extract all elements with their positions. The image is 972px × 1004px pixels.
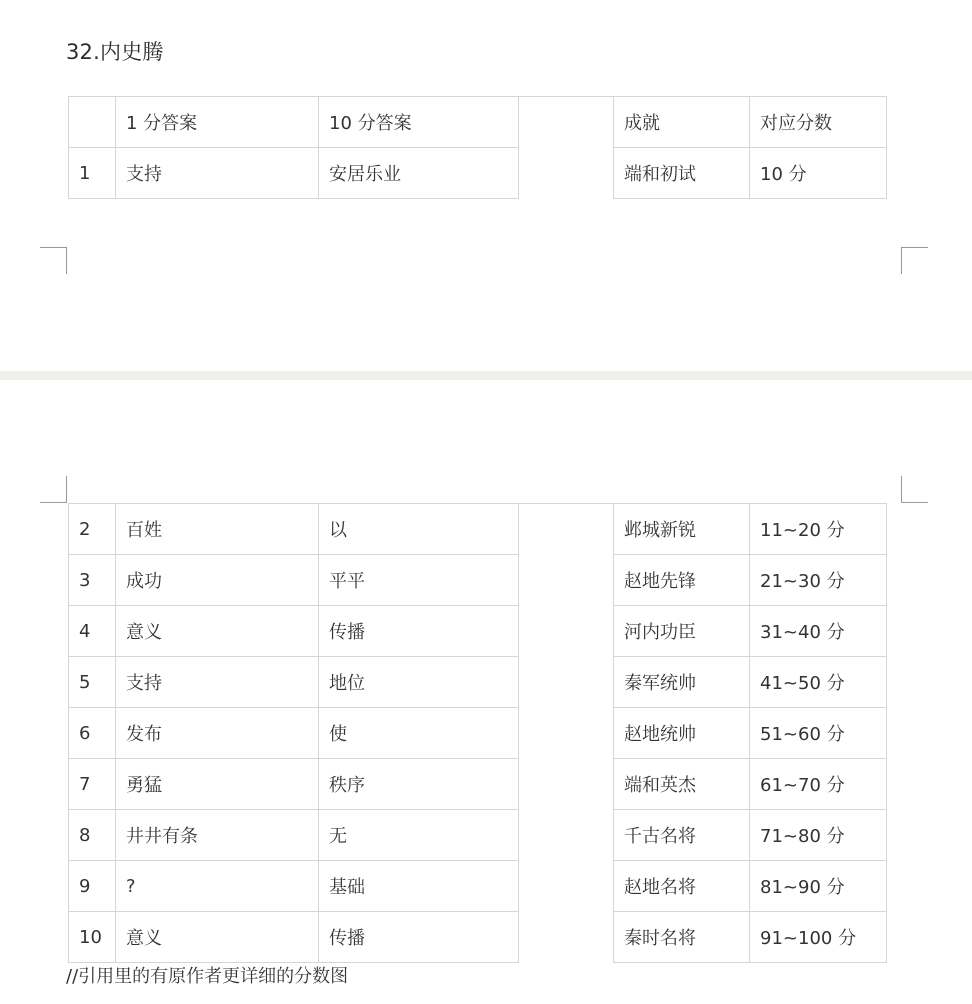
row-answer-10: 以 [319, 504, 519, 555]
row-answer-1: 意义 [116, 912, 319, 963]
row-score: 31~40 分 [750, 606, 887, 657]
header-answer-1: 1 分答案 [116, 97, 319, 148]
table-row [69, 504, 887, 555]
row-score: 11~20 分 [750, 504, 887, 555]
table-row [69, 912, 887, 963]
row-achievement: 千古名将 [614, 810, 750, 861]
table-row [69, 555, 887, 606]
row-achievement: 秦时名将 [614, 912, 750, 963]
row-score: 41~50 分 [750, 657, 887, 708]
row-index: 8 [69, 810, 116, 861]
table-row [69, 759, 887, 810]
row-answer-10: 传播 [319, 912, 519, 963]
row-index: 5 [69, 657, 116, 708]
row-achievement: 端和英杰 [614, 759, 750, 810]
row-score: 91~100 分 [750, 912, 887, 963]
row-answer-10: 地位 [319, 657, 519, 708]
row-index: 3 [69, 555, 116, 606]
table-row [69, 148, 887, 199]
row-answer-10: 无 [319, 810, 519, 861]
table-row [69, 657, 887, 708]
row-index: 6 [69, 708, 116, 759]
row-answer-10: 使 [319, 708, 519, 759]
row-answer-1: 成功 [116, 555, 319, 606]
row-answer-1: 意义 [116, 606, 319, 657]
row-score: 51~60 分 [750, 708, 887, 759]
row-answer-1: 井井有条 [116, 810, 319, 861]
row-answer-1: 勇猛 [116, 759, 319, 810]
row-answer-10: 基础 [319, 861, 519, 912]
row-answer-1: ? [116, 861, 319, 912]
row-answer-10: 安居乐业 [319, 148, 519, 199]
row-score: 81~90 分 [750, 861, 887, 912]
crop-mark [40, 476, 67, 503]
table-row [69, 708, 887, 759]
spacer-cell [519, 810, 614, 861]
row-score: 71~80 分 [750, 810, 887, 861]
row-achievement: 端和初试 [614, 148, 750, 199]
spacer-cell [519, 606, 614, 657]
row-answer-1: 支持 [116, 148, 319, 199]
score-table-part-2 [68, 503, 887, 963]
row-achievement: 赵地名将 [614, 861, 750, 912]
table-row [69, 606, 887, 657]
crop-mark [901, 247, 928, 274]
table-row [69, 861, 887, 912]
section-heading: 32.内史腾 [66, 40, 164, 64]
row-index: 2 [69, 504, 116, 555]
row-achievement: 赵地统帅 [614, 708, 750, 759]
document-page-1 [0, 0, 972, 371]
spacer-cell [519, 912, 614, 963]
row-index: 7 [69, 759, 116, 810]
row-achievement: 河内功臣 [614, 606, 750, 657]
row-score: 21~30 分 [750, 555, 887, 606]
header-score: 对应分数 [750, 97, 887, 148]
row-index: 10 [69, 912, 116, 963]
table-header-row [69, 97, 887, 148]
spacer-cell [519, 759, 614, 810]
row-answer-10: 平平 [319, 555, 519, 606]
row-answer-1: 支持 [116, 657, 319, 708]
spacer-cell [519, 97, 614, 148]
footnote-text: //引用里的有原作者更详细的分数图 [66, 966, 349, 987]
row-answer-10: 传播 [319, 606, 519, 657]
crop-mark [901, 476, 928, 503]
page-separator [0, 371, 972, 380]
row-achievement: 邺城新锐 [614, 504, 750, 555]
spacer-cell [519, 708, 614, 759]
header-index [69, 97, 116, 148]
row-answer-1: 发布 [116, 708, 319, 759]
spacer-cell [519, 657, 614, 708]
spacer-cell [519, 148, 614, 199]
row-score: 61~70 分 [750, 759, 887, 810]
score-table-part-1 [68, 96, 887, 199]
spacer-cell [519, 555, 614, 606]
row-achievement: 赵地先锋 [614, 555, 750, 606]
row-score: 10 分 [750, 148, 887, 199]
row-index: 1 [69, 148, 116, 199]
header-answer-10: 10 分答案 [319, 97, 519, 148]
header-achievement: 成就 [614, 97, 750, 148]
spacer-cell [519, 861, 614, 912]
table-row [69, 810, 887, 861]
row-achievement: 秦军统帅 [614, 657, 750, 708]
row-index: 4 [69, 606, 116, 657]
row-answer-1: 百姓 [116, 504, 319, 555]
row-index: 9 [69, 861, 116, 912]
row-answer-10: 秩序 [319, 759, 519, 810]
spacer-cell [519, 504, 614, 555]
crop-mark [40, 247, 67, 274]
